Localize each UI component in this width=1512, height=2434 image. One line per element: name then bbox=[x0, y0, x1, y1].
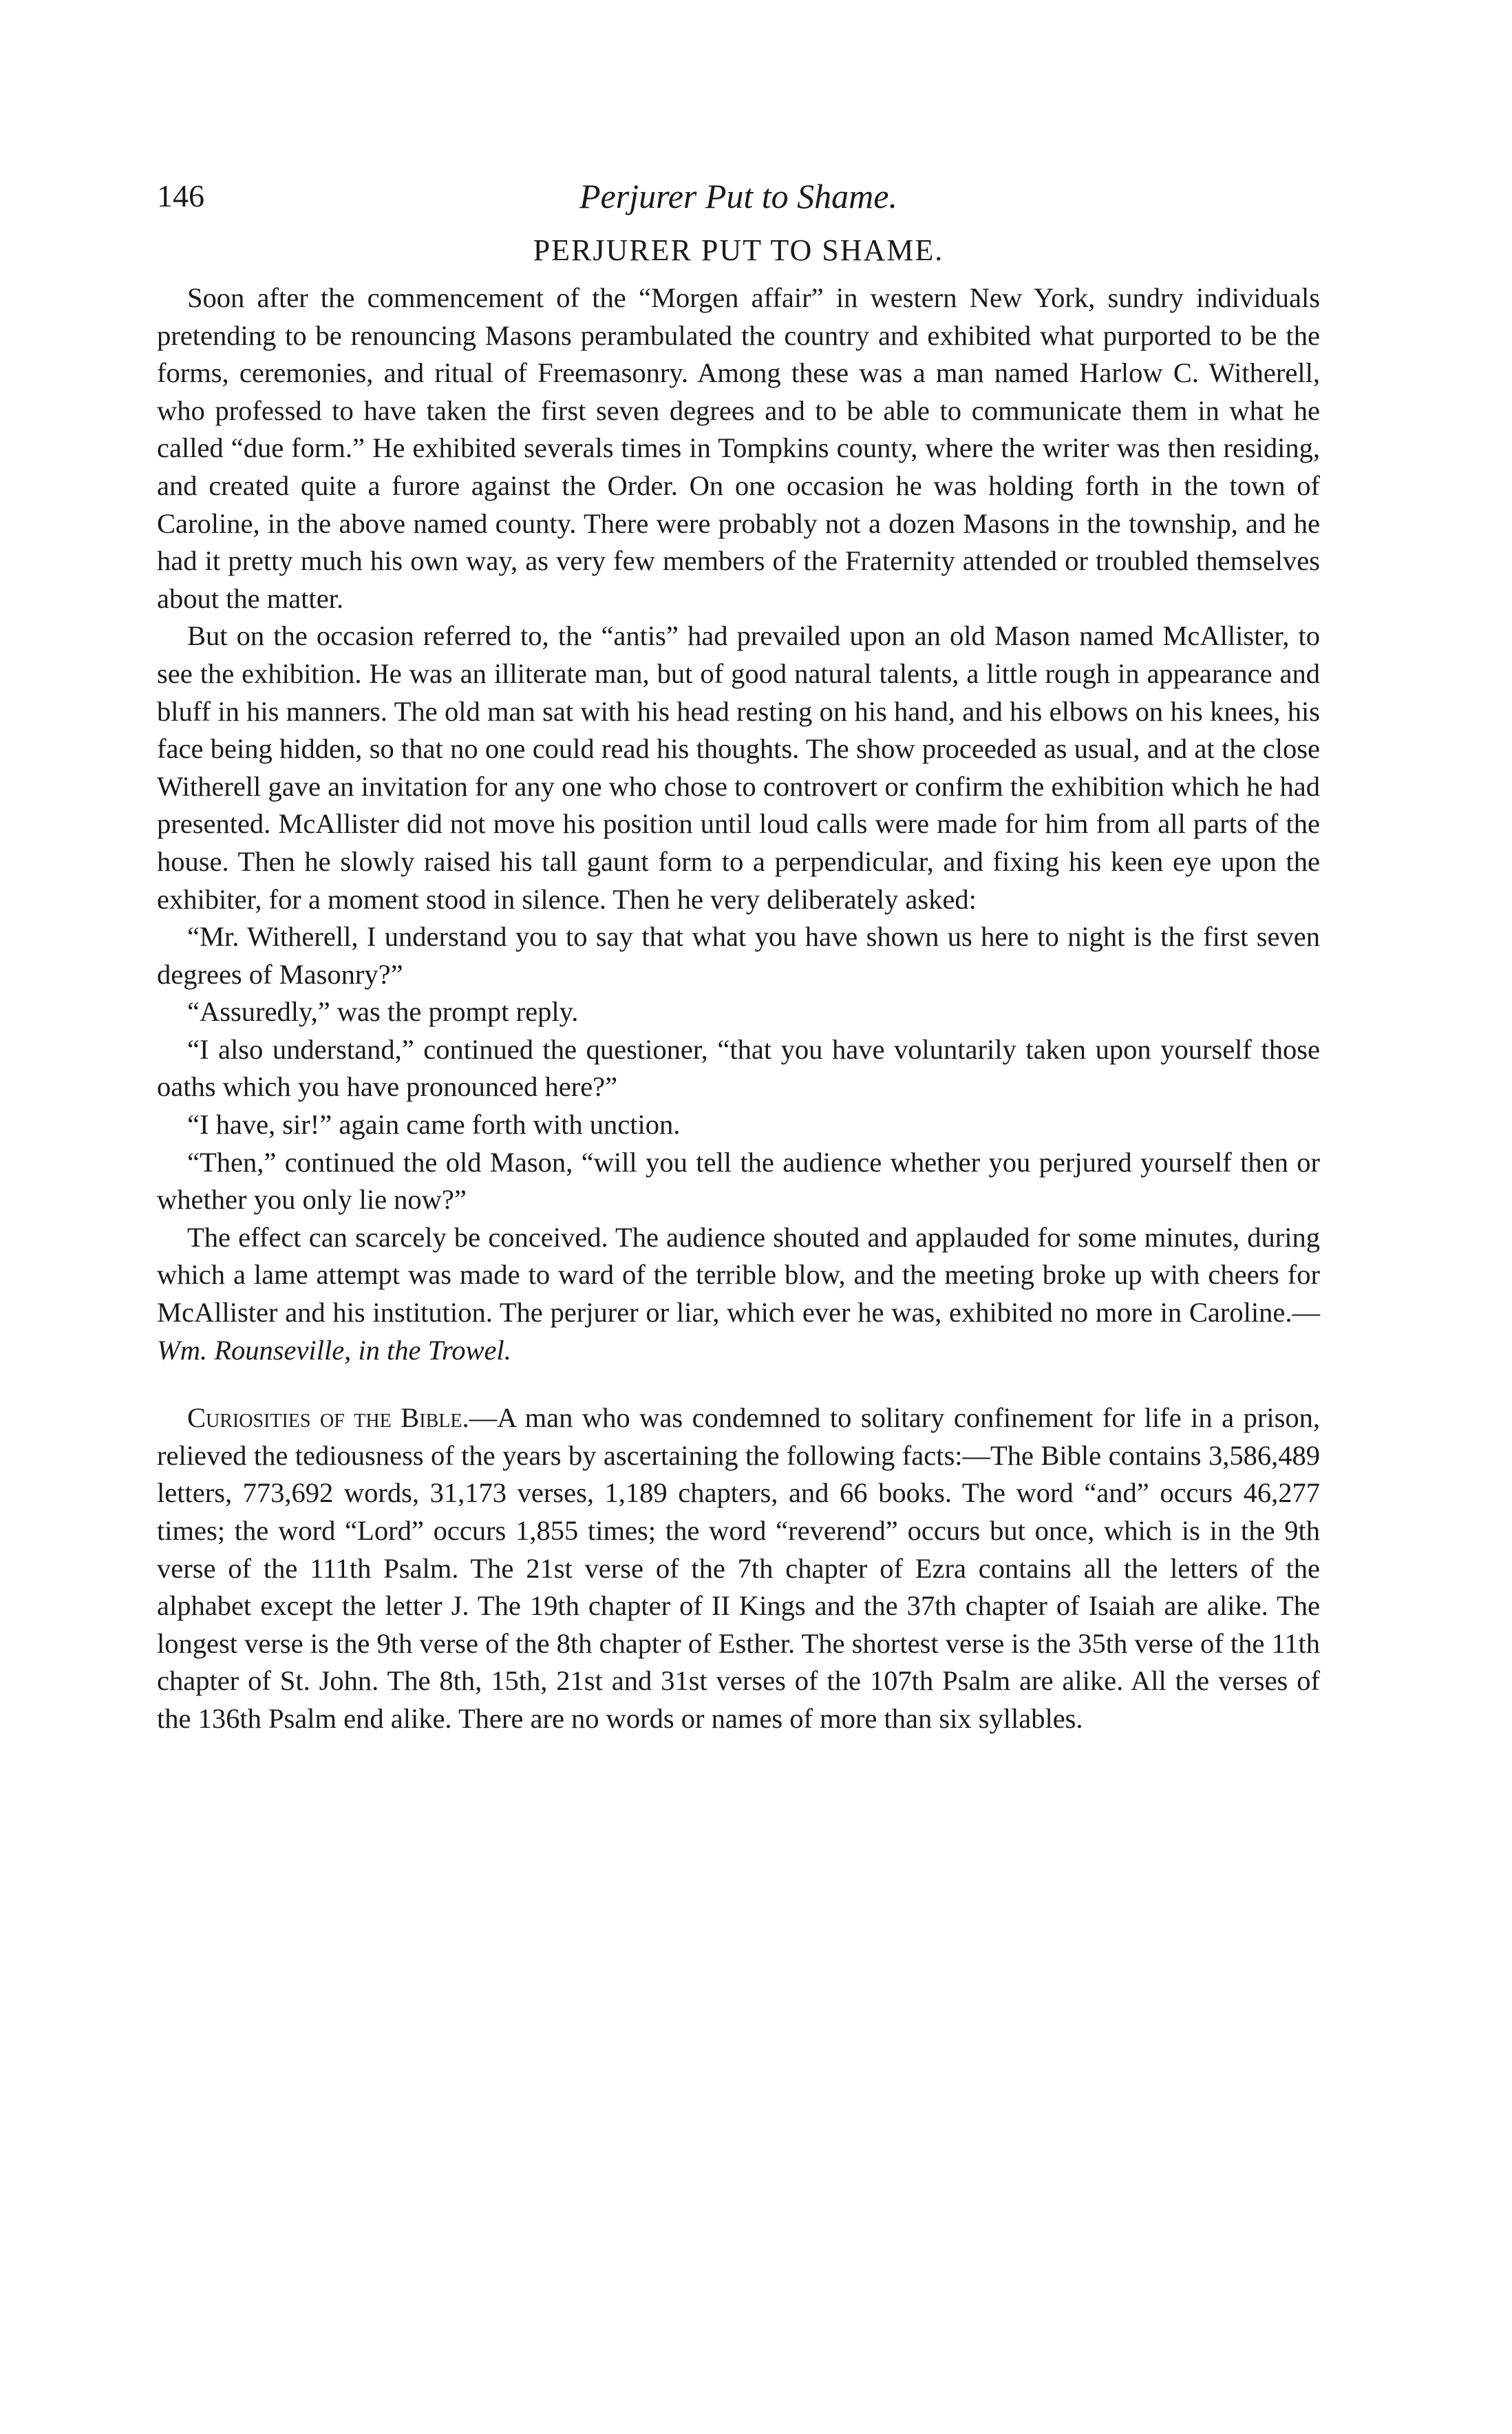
book-page bbox=[157, 172, 1320, 1738]
article-paragraph: But on the occasion referred to, the “antis” had prevailed upon an old Mason named McAllister, to see the exhibition. He was an illiterate man, but of good natural talents, a little rough in appearance and bluff in his manners. The old man sat with his head resting on his hand, and his elbows on his knees, his face being hidden, so that no one could read his thoughts. The show proceeded as usual, and at the close Witherell gave an invitation for any one who chose to controvert or confirm the exhibition which he had presented. McAllister did not move his position until loud calls were made for him from all parts of the house. Then he slowly raised his tall gaunt form to a perpendicular, and fixing his keen eye upon the exhibiter, for a moment stood in silence. Then he very deliberately asked: bbox=[157, 620, 1320, 915]
article-paragraph: “Then,” continued the old Mason, “will you tell the audience whether you perjured yourself then or whether you only lie now?” bbox=[157, 1146, 1320, 1216]
page-number: 146 bbox=[157, 178, 204, 213]
curiosities-heading: Curiosities of the Bible. bbox=[187, 1402, 469, 1434]
article-paragraph: “Mr. Witherell, I understand you to say that what you have shown us here to night is the first seven degrees of Masonry?” bbox=[157, 921, 1320, 990]
article-paragraph: “I have, sir!” again came forth with unction. bbox=[187, 1109, 681, 1141]
curiosities-paragraph bbox=[157, 1399, 1320, 1737]
running-title: Perjurer Put to Shame. bbox=[579, 177, 897, 215]
running-head bbox=[157, 172, 1320, 220]
article-paragraph: “Assuredly,” was the prompt reply. bbox=[187, 996, 579, 1028]
article-closing-paragraph bbox=[157, 1219, 1320, 1369]
article-title: PERJURER PUT TO SHAME. bbox=[533, 233, 944, 267]
article-paragraph: Soon after the commencement of the “Morgen affair” in western New York, sundry individuals pretending to be renouncing Masons perambulated the country and exhibited what purported to be the forms, ceremonies, and ritual of Freemasonry. Among these was a man named Harlow C. Witherell, who professed to have taken the first seven degrees and to be able to communicate them in what he called “due form.” He exhibited severals times in Tompkins county, where the writer was then residing, and created quite a furore against the Order. On one occasion he was holding forth in the town of Caroline, in the above named county. There were probably not a dozen Masons in the township, and he had it pretty much his own way, as very few members of the Fraternity attended or troubled themselves about the matter. bbox=[157, 282, 1320, 614]
attribution: Wm. Rounseville, in the Trowel. bbox=[157, 1334, 511, 1366]
curiosities-body: —A man who was condemned to solitary confinement for life in a prison, relieved the tediousness of the years by ascertaining the following facts:—The Bible contains 3,586,489 letters, 773,692 words, 31,173 verses, 1,189 chapters, and 66 books. The word “and” occurs 46,277 times; the word “Lord” occurs 1,855 times; the word “reverend” occurs but once, which is in the 9th verse of the 111th Psalm. The 21st verse of the 7th chapter of Ezra contains all the letters of the alphabet except the letter J. The 19th chapter of II Kings and the 37th chapter of Isaiah are alike. The longest verse is the 9th verse of the 8th chapter of Esther. The shortest verse is the 35th verse of the 11th chapter of St. John. The 8th, 15th, 21st and 31st verses of the 107th Psalm are alike. All the verses of the 136th Psalm end alike. There are no words or names of more than six syllables. bbox=[157, 1402, 1320, 1734]
closing-text: The effect can scarcely be conceived. The audience shouted and applauded for some minutes, during which a lame attempt was made to ward of the terrible blow, and the meeting broke up with cheers for McAllister and his institution. The perjurer or liar, which ever he was, exhibited no more in Caroline.— bbox=[157, 1221, 1320, 1329]
article-paragraph: “I also understand,” continued the questioner, “that you have voluntarily taken upon yourself those oaths which you have pronounced here?” bbox=[157, 1033, 1320, 1103]
